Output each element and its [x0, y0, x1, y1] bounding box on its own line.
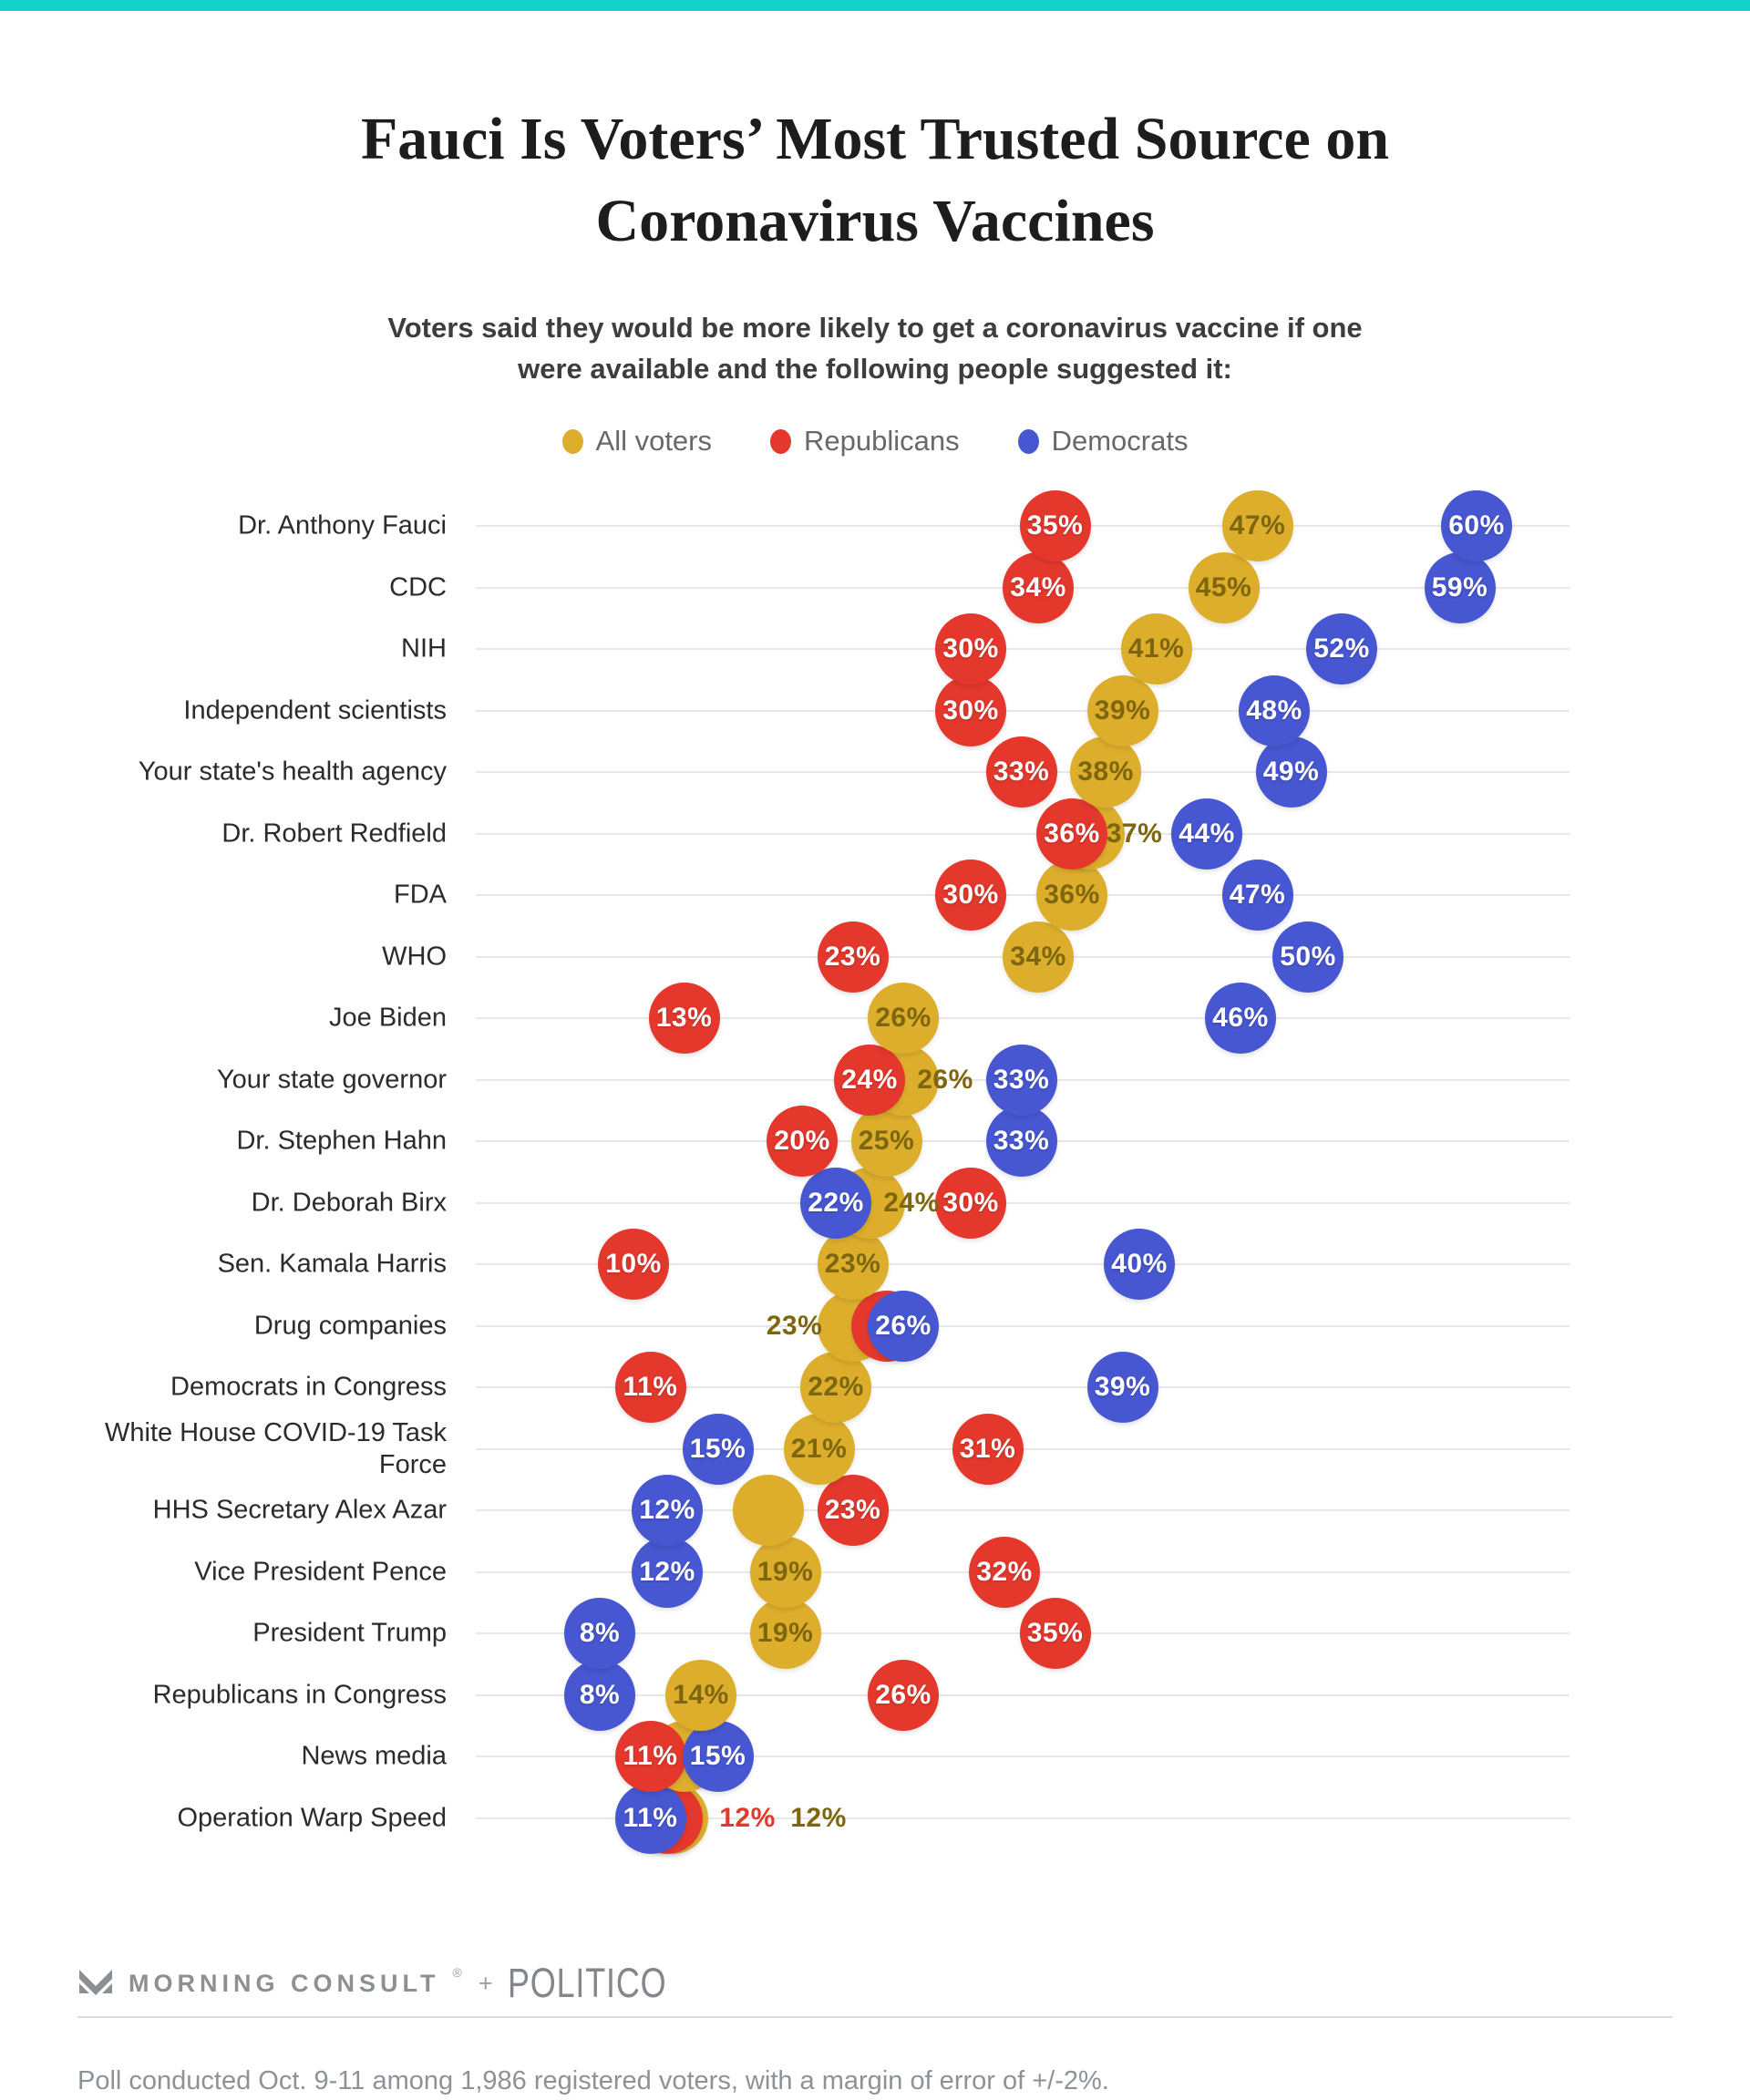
category-label: Your state governor — [216, 1065, 447, 1094]
gridline — [476, 1325, 1570, 1327]
bubble-label: 23% — [824, 941, 881, 972]
morning-consult-wordmark: MORNING CONSULT — [129, 1969, 440, 1997]
bubble-label: 38% — [1077, 757, 1134, 787]
bubble-label: 41% — [1127, 633, 1185, 664]
category-label: News media — [301, 1741, 447, 1771]
bubble-label: 15% — [689, 1741, 746, 1771]
category-label: Sen. Kamala Harris — [217, 1249, 447, 1279]
legend-label-republicans: Republicans — [804, 425, 960, 457]
category-label: FDA — [394, 880, 447, 910]
bubble-label: 11% — [623, 1802, 678, 1833]
bubble-label: 12% — [639, 1556, 695, 1587]
bubble-label: 19% — [757, 1556, 814, 1587]
bubble-all — [733, 1475, 804, 1546]
page-title: Fauci Is Voters’ Most Trusted Source on Coronavirus Vaccines — [360, 106, 1390, 255]
bubble-label: 37% — [1106, 818, 1163, 849]
category-label: Joe Biden — [329, 1003, 447, 1033]
bubble-label: 23% — [766, 1310, 823, 1341]
bubble-label: 13% — [655, 1003, 713, 1033]
bubble-label: 30% — [942, 880, 999, 910]
gridline — [476, 1202, 1570, 1204]
bubble-label: 26% — [875, 1310, 932, 1341]
bubble-label: 47% — [1229, 510, 1286, 540]
gridline — [476, 1694, 1570, 1696]
plus-separator: + — [478, 1969, 493, 1997]
bubble-label: 35% — [1026, 510, 1084, 540]
bubble-label: 40% — [1111, 1249, 1168, 1279]
bubble-label: 33% — [993, 1064, 1050, 1095]
category-label: Dr. Robert Redfield — [221, 818, 447, 848]
bubble-label: 60% — [1448, 510, 1505, 540]
bubble-label: 11% — [623, 1372, 678, 1402]
bubble-label: 36% — [1044, 880, 1100, 910]
category-label: NIH — [401, 633, 447, 664]
bubble-label: 24% — [841, 1064, 898, 1095]
chart-subtitle: Voters said they would be more likely to get a coronavirus vaccine if one were available and the following people suggested it: — [387, 312, 1363, 385]
bubble-label: 12% — [719, 1802, 776, 1833]
bubble-label: 25% — [858, 1126, 915, 1156]
category-label: Vice President Pence — [194, 1557, 447, 1586]
bubble-label: 49% — [1262, 757, 1320, 787]
bubble-label: 26% — [917, 1064, 973, 1095]
legend-label-democrats: Democrats — [1051, 425, 1189, 457]
bubble-label: 19% — [757, 1618, 814, 1648]
bubble-label: 14% — [673, 1679, 729, 1710]
bubble-label: 44% — [1179, 818, 1235, 849]
bubble-label: 34% — [1010, 571, 1066, 602]
bubble-label: 23% — [824, 1495, 881, 1525]
bubble-label: 12% — [790, 1802, 847, 1833]
bubble-label: 39% — [1094, 1372, 1151, 1402]
politico-wordmark: POLITICO — [507, 1960, 667, 2006]
category-label: Operation Warp Speed — [177, 1803, 447, 1832]
bubble-label: 32% — [976, 1556, 1033, 1587]
gridline — [476, 833, 1570, 835]
bubble-label: 15% — [689, 1433, 746, 1464]
bubble-label: 35% — [1026, 1618, 1084, 1648]
bubble-label: 36% — [1044, 818, 1100, 849]
legend-label-all-voters: All voters — [595, 425, 712, 457]
bubble-label: 30% — [942, 1187, 999, 1218]
bubble-label: 48% — [1246, 695, 1302, 726]
bubble-label: 46% — [1212, 1003, 1269, 1033]
bubble-label: 33% — [993, 1126, 1050, 1156]
category-label: Dr. Deborah Birx — [251, 1188, 447, 1217]
registered-mark: ® — [452, 1965, 462, 1980]
category-label: CDC — [389, 572, 447, 602]
category-label: Democrats in Congress — [170, 1372, 447, 1402]
bubble-label: 45% — [1195, 571, 1252, 602]
bubble-label: 59% — [1431, 571, 1488, 602]
bubble-label: 20% — [774, 1126, 830, 1156]
category-label: WHO — [382, 942, 447, 971]
category-label: President Trump — [252, 1618, 447, 1648]
gridline — [476, 894, 1570, 896]
bubble-label: 34% — [1010, 941, 1066, 972]
bubble-label: 22% — [808, 1372, 864, 1402]
bubble-label: 10% — [605, 1249, 662, 1279]
category-label: White House COVID-19 Task Force — [105, 1417, 447, 1479]
bubble-label: 30% — [942, 695, 999, 726]
category-label: Your state's health agency — [138, 757, 447, 787]
bubble-label: 47% — [1229, 880, 1286, 910]
bubble-label: 23% — [824, 1249, 881, 1279]
bubble-label: 26% — [875, 1679, 932, 1710]
bubble-label: 39% — [1094, 695, 1151, 726]
bubble-label: 30% — [942, 633, 999, 664]
category-label: Dr. Anthony Fauci — [238, 510, 447, 540]
bubble-label: 12% — [639, 1495, 695, 1525]
bubble-label: 8% — [579, 1618, 621, 1648]
category-label: Dr. Stephen Hahn — [236, 1126, 447, 1156]
gridline — [476, 710, 1570, 712]
bubble-label: 21% — [790, 1433, 848, 1464]
bubble-label: 26% — [875, 1003, 932, 1033]
footer-divider — [77, 2016, 1673, 2018]
bubble-label: 24% — [883, 1187, 940, 1218]
category-label: Republicans in Congress — [152, 1680, 447, 1709]
category-label: Independent scientists — [183, 695, 447, 725]
bubble-label: 11% — [623, 1741, 678, 1771]
bubble-label: 8% — [579, 1679, 621, 1710]
morning-consult-logo-icon — [77, 1965, 114, 2002]
bubble-label: 33% — [993, 757, 1050, 787]
footnote: Poll conducted Oct. 9-11 among 1,986 registered voters, with a margin of error of +/-2%. — [77, 2066, 1109, 2095]
category-label: Drug companies — [253, 1311, 447, 1340]
brand-row — [77, 1960, 706, 2007]
bubble-label: 50% — [1280, 941, 1336, 972]
category-label: HHS Secretary Alex Azar — [152, 1495, 447, 1525]
bubble-label: 22% — [808, 1187, 864, 1218]
bubble-label: 52% — [1313, 633, 1370, 664]
gridline — [476, 1017, 1570, 1019]
gridline — [476, 648, 1570, 650]
bubble-label: 31% — [959, 1433, 1016, 1464]
